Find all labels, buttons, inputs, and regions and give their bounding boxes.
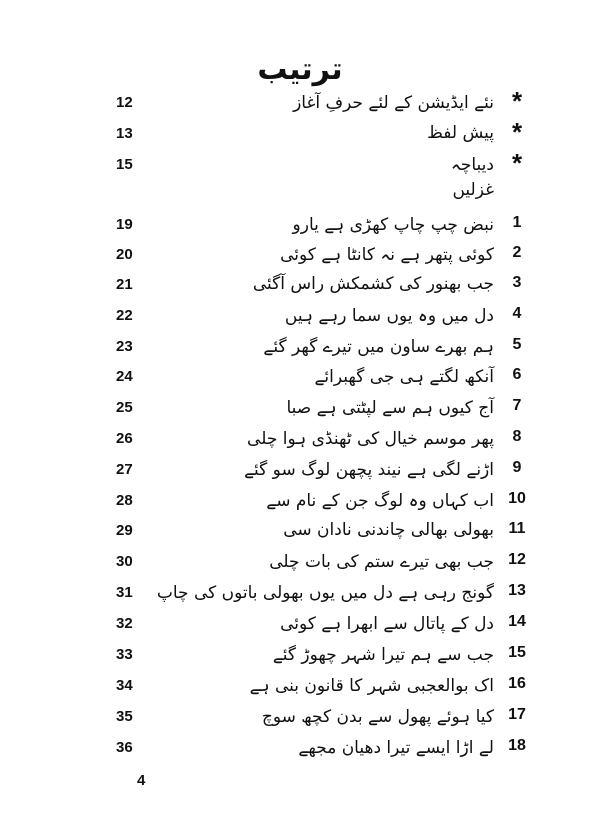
toc-entry-title: آج کیوں ہم سے لپٹتی ہے صبا	[286, 398, 494, 418]
asterisk-marker: *	[511, 148, 523, 178]
toc-row	[0, 457, 600, 485]
toc-page-number: 22	[116, 307, 133, 324]
toc-row	[0, 642, 600, 670]
toc-entry-title: کوئی پتھر ہے نہ کانٹا ہے کوئی	[280, 245, 494, 265]
toc-page-number: 28	[116, 492, 133, 509]
toc-page-number: 20	[116, 246, 133, 263]
toc-page-number: 32	[116, 615, 133, 632]
entry-number: 18	[508, 737, 526, 754]
toc-entry-title: نبض چپ چاپ کھڑی ہے یارو	[292, 215, 494, 235]
toc-entry-title: دل کے پاتال سے ابھرا ہے کوئی	[280, 614, 494, 634]
section-heading-ghazals: غزلیں	[452, 180, 494, 200]
entry-number: 2	[512, 244, 522, 261]
entry-number: 17	[508, 706, 526, 723]
toc-entry-title: دیباچہ	[450, 155, 494, 175]
asterisk-marker: *	[511, 117, 523, 147]
entry-number: 1	[512, 214, 522, 231]
entry-number: 8	[512, 428, 522, 445]
entry-number: 12	[508, 551, 526, 568]
entry-number: 6	[512, 366, 522, 383]
toc-entry-title: کیا ہوئے پھول سے بدن کچھ سوچ	[261, 707, 494, 727]
toc-entry-title: پھر موسم خیال کی ٹھنڈی ہوا چلی	[247, 429, 494, 449]
toc-entry-title: اب کہاں وہ لوگ جن کے نام سے	[266, 491, 494, 511]
entry-number: 4	[512, 305, 522, 322]
toc-page-number: 31	[116, 584, 133, 601]
toc-row	[0, 488, 600, 516]
toc-row-front-3	[0, 148, 600, 180]
toc-row	[0, 580, 600, 608]
toc-entry-title: لے اڑا ایسے تیرا دھیان مجھے	[298, 738, 494, 758]
entry-number: 7	[512, 397, 522, 414]
toc-row	[0, 364, 600, 392]
toc-row	[0, 242, 600, 270]
page-title: ترتیب	[257, 52, 343, 87]
entry-number: 15	[508, 644, 526, 661]
entry-number: 11	[508, 520, 526, 537]
toc-page-number: 23	[116, 338, 133, 355]
toc-entry-title: پیش لفظ	[427, 123, 494, 143]
toc-page-number: 12	[116, 94, 133, 111]
entry-number: 5	[512, 336, 522, 353]
toc-page-number: 34	[116, 677, 133, 694]
toc-row	[0, 518, 600, 546]
toc-entry-title: جب سے ہم تیرا شہر چھوڑ گئے	[272, 645, 494, 665]
toc-page-number: 19	[116, 216, 133, 233]
toc-page-number: 36	[116, 739, 133, 756]
toc-entry-title: جب بھنور کی کشمکش راس آگئی	[252, 274, 494, 294]
toc-page-number: 33	[116, 646, 133, 663]
toc-row	[0, 549, 600, 577]
toc-row	[0, 735, 600, 763]
entry-number: 16	[508, 675, 526, 692]
toc-entry-title: اک بوالعجبی شہر کا قانون بنی ہے	[249, 676, 494, 696]
toc-page-number: 35	[116, 708, 133, 725]
toc-page-number: 15	[116, 156, 133, 173]
toc-entry-title: اڑنے لگی ہے نیند پچھن لوگ سو گئے	[244, 460, 494, 480]
toc-page-number: 27	[116, 461, 133, 478]
toc-entry-title: دل میں وہ یوں سما رہے ہیں	[284, 306, 494, 326]
toc-page-number: 29	[116, 522, 133, 539]
toc-page-number: 21	[116, 276, 133, 293]
asterisk-marker: *	[511, 86, 523, 116]
toc-entry-title: نئے ایڈیشن کے لئے حرفِ آغاز	[293, 93, 494, 113]
toc-entry-title: آنکھ لگتے ہی جی گھبرائے	[314, 367, 494, 387]
entry-number: 3	[512, 274, 522, 291]
toc-row	[0, 334, 600, 362]
toc-entry-title: بھولی بھالی چاندنی نادان سی	[283, 520, 494, 540]
toc-page-number: 26	[116, 430, 133, 447]
toc-row	[0, 395, 600, 423]
entry-number: 14	[508, 613, 526, 630]
toc-row	[0, 272, 600, 300]
entry-number: 10	[508, 490, 526, 507]
toc-entry-title: گونج رہی ہے دل میں یوں بھولی باتوں کی چاپ	[156, 583, 494, 603]
toc-row	[0, 426, 600, 454]
toc-row-front-2	[0, 117, 600, 149]
entry-number: 13	[508, 582, 526, 599]
toc-page-number: 13	[116, 125, 133, 142]
toc-page-number: 24	[116, 368, 133, 385]
toc-row	[0, 212, 600, 240]
toc-row	[0, 704, 600, 732]
toc-row-front-1	[0, 86, 600, 118]
page-number-footer: 4	[137, 772, 146, 789]
toc-entry-title: ہم بھرے ساون میں تیرے گھر گئے	[263, 337, 494, 357]
toc-page-number: 30	[116, 553, 133, 570]
toc-entry-title: جب بھی تیرے ستم کی بات چلی	[269, 552, 494, 572]
entry-number: 9	[512, 459, 522, 476]
toc-row	[0, 673, 600, 701]
toc-row	[0, 611, 600, 639]
toc-row	[0, 303, 600, 331]
toc-page-number: 25	[116, 399, 133, 416]
